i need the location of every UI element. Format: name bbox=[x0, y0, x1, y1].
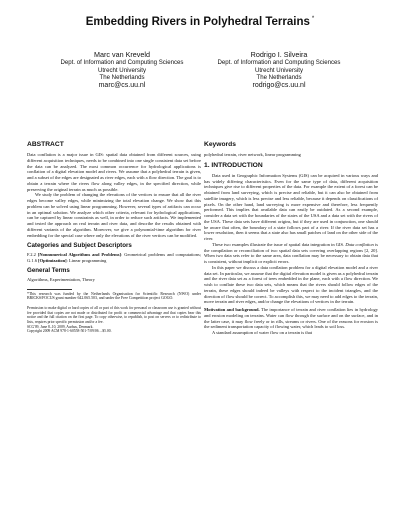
categories-text: F.2.2 [Nonnumerical Algorithms and Problems]: Geometrical problems and computations; G.1.6 [Optimization]: Linear programming bbox=[27, 251, 201, 263]
author-dept: Dept. of Information and Computing Sciences bbox=[217, 59, 341, 66]
author-country: The Netherlands bbox=[256, 74, 302, 82]
author-block-1 bbox=[37, 50, 207, 89]
intro-paragraph: In this paper we discuss a data conflation problem for a digital elevation model and a river data set. In particular, we assume that the digital elevation model is given as a polyhedral terrain and the river data set as a forest of trees embedded in the plane, each with a flow direction. We wish to conflate these two data sets, which means that the rivers should follow edges of the terrain, these edges should indeed be valleys with respect to the incident triangles, and the direction of flow should be correct. To accomplish this, we may need to add edges to the terrain, move terrain and river edges, and/or change the elevations of vertices in the terrain. bbox=[204, 264, 378, 305]
author-name: Rodrigo I. Silveira bbox=[250, 50, 308, 59]
keywords-text: polyhedral terrain, river network, linear programming bbox=[204, 152, 301, 157]
keywords-heading: Keywords bbox=[204, 141, 236, 148]
author-email: rodrigo@cs.uu.nl bbox=[252, 81, 306, 89]
left-column bbox=[27, 141, 201, 334]
general-terms-text: Algorithms, Experimentation, Theory bbox=[27, 276, 95, 282]
intro-paragraph: Data used in Geographic Information Systems (GIS) can be acquired in various ways and has widely differing characteristics. Even for the same type of data, different acquisition techniques give rise to different properties of the data. For example the extent of a forest can be obtained from land surveying, which is precise and reliable, but it can also be obtained from satellite imagery, which is less precise and less reliable, because it depends on classifications of pixels. On the other hand, land surveying is more expensive and therefore, less frequently performed. This implies that available data can easily be outdated. As a second example, consider a data set with the boundaries of the states of the USA and a data set with the rivers of the USA. These data sets have different origins, but if they are used in conjunction, one should be aware that often, the boundary of a state follows part of a river. If the river data set has a lower resolution, then it seems that a state also has small patches of land on the other side of the river. bbox=[204, 172, 378, 241]
venue-line: SCG'09, June 8–10, 2009, Aarhus, Denmark. bbox=[27, 324, 94, 329]
author-email: marc@cs.uu.nl bbox=[98, 81, 146, 89]
title-footnote-mark: * bbox=[311, 16, 315, 22]
author-institution: Utrecht University bbox=[254, 66, 304, 74]
intro-paragraph: These two examples illustrate the issue of spatial data integration in GIS. Data conflation is the compilation or reconciliation of two spatial data sets covering overlapping regions [2, 20]. When two data sets refer to the same area, data conflation may be necessary to obtain data that is consistent, without implicit or explicit errors. bbox=[204, 241, 378, 264]
author-institution: Utrecht University bbox=[97, 66, 147, 74]
funding-footnote: *This research was funded by the Netherlands Organisation for Scientific Research (NWO) under BRICKS/FOCUS grant number 642.065.503, and under the Free Competition project GOGO. bbox=[27, 290, 201, 301]
categories-heading: Categories and Subject Descriptors bbox=[27, 242, 132, 250]
right-column bbox=[204, 141, 378, 336]
introduction-heading: 1. INTRODUCTION bbox=[204, 161, 263, 169]
paper-title bbox=[0, 16, 400, 28]
author-block-2 bbox=[194, 50, 364, 89]
author-name: Marc van Kreveld bbox=[94, 50, 150, 59]
copyright-line: Copyright 2009 ACM 978-1-60558-501-7/09/06 ...$5.00. bbox=[27, 329, 112, 334]
author-dept: Dept. of Information and Computing Sciences bbox=[60, 59, 184, 66]
author-country: The Netherlands bbox=[99, 74, 145, 82]
abstract-paragraph: Data conflation is a major issue in GIS: spatial data obtained from different sources, using different acquisition techniques, needs to be combined into one single consistent data set before the data can be analyzed. The most common occurrence for hydrological applications is conflation of a digital elevation model and rivers. We assume that a polyhedral terrain is given, and a subset of the edges are designated as river edges, each with a flow direction. The goal is to obtain a terrain where the rivers flow along valley edges, in the specified direction, while preserving the original terrain as much as possible. bbox=[27, 152, 201, 192]
footnote-rule bbox=[27, 289, 72, 290]
motivation-paragraph: Motivation and background. The importance of terrain and river conflation lies in hydrology and erosion modeling on terrains. Water can flow through the surface and on the surface, and in the latter case, it may flow freely or in rills, streams or rivers. One of the reasons for erosion is the sediment transportation capacity of flowing water, which leads to soil loss. bbox=[204, 307, 378, 330]
title-text: Embedding Rivers in Polyhedral Terrains bbox=[85, 16, 310, 28]
abstract-paragraph: We study the problem of changing the elevations of the vertices to ensure that all the river edges become valley edges, while minimizing the total elevation change. We show that this problem can be solved using linear programming. However, several types of artifacts can occur in an optimal solution. We analyze which other criteria, relevant for hydrological applications, can be captured by linear constraints as well, in order to reduce such artifacts. We implemented and tested the approach on real terrain and river data, and describe the results obtained with different variants of the algorithm. Moreover, we give a polynomial-time algorithm for river embedding for the special case where only the elevations of the river vertices can be modified. bbox=[27, 192, 201, 238]
abstract-heading: ABSTRACT bbox=[27, 141, 64, 148]
copyright-notice: Permission to make digital or hard copies of all or part of this work for personal or classroom use is granted without fee provided that copies are not made or distributed for profit or commercial advantage and that copies bear this notice and the full citation on the first page. To copy otherwise, to republish, to post on servers or to redistribute to lists, requires prior specific permission and/or a fee. bbox=[27, 306, 201, 324]
intro-paragraph: A standard assumption of water flow on a terrain is that bbox=[212, 330, 312, 335]
general-terms-heading: General Terms bbox=[27, 267, 70, 275]
